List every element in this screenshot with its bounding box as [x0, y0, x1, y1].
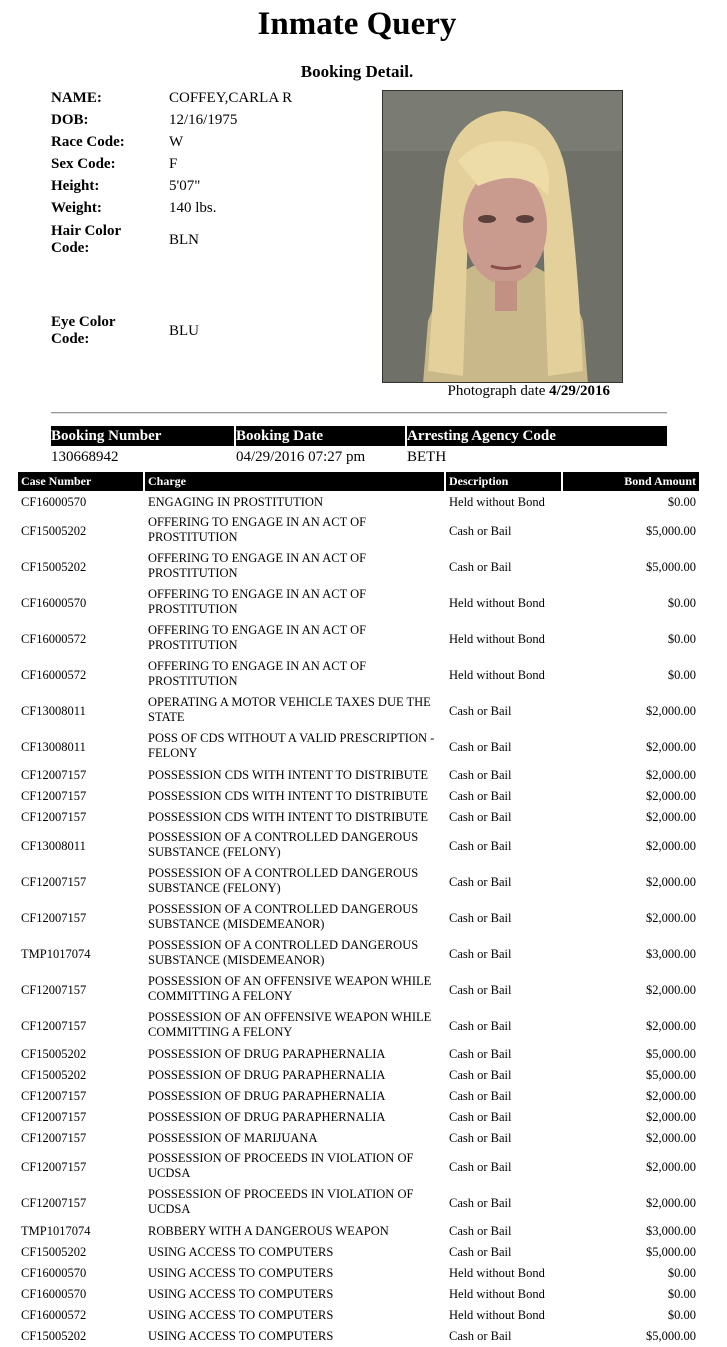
- description-cell: Cash or Bail: [449, 1110, 512, 1124]
- description-cell: Cash or Bail: [449, 789, 512, 803]
- booking-date-header: Booking Date: [236, 426, 405, 446]
- case-number-cell: CF12007157: [21, 1196, 87, 1210]
- bond-amount-cell: $2,000.00: [646, 704, 696, 718]
- description-cell: Cash or Bail: [449, 947, 512, 961]
- case-number-cell: CF16000572: [21, 632, 87, 646]
- table-row: [18, 1086, 699, 1107]
- description-cell: Cash or Bail: [449, 810, 512, 824]
- description-cell: Held without Bond: [449, 1287, 545, 1301]
- case-number-cell: CF15005202: [21, 1329, 87, 1343]
- description-cell: Cash or Bail: [449, 875, 512, 889]
- description-cell: Cash or Bail: [449, 1160, 512, 1174]
- booking-number-header: Booking Number: [51, 426, 234, 446]
- table-row: [18, 657, 699, 693]
- bond-amount-cell: $2,000.00: [646, 810, 696, 824]
- description-cell: Cash or Bail: [449, 1068, 512, 1082]
- description-cell: Cash or Bail: [449, 740, 512, 754]
- bond-amount-cell: $0.00: [667, 1287, 696, 1301]
- table-row: [18, 786, 699, 807]
- table-row: [18, 1149, 699, 1185]
- bond-amount-cell: $5,000.00: [646, 1329, 696, 1343]
- case-number-cell: CF12007157: [21, 810, 87, 824]
- description-cell: Held without Bond: [449, 495, 545, 509]
- charge-cell: POSSESSION CDS WITH INTENT TO DISTRIBUTE: [148, 789, 428, 803]
- bond-amount-cell: $3,000.00: [646, 947, 696, 961]
- divider: [51, 412, 667, 414]
- case-number-cell: CF12007157: [21, 1131, 87, 1145]
- description-cell: Cash or Bail: [449, 1131, 512, 1145]
- case-number-cell: CF15005202: [21, 1245, 87, 1259]
- bond-amount-header: Bond Amount: [563, 472, 699, 491]
- charge-cell: POSSESSION OF AN OFFENSIVE WEAPON WHILE COMMITTING A FELONY: [148, 1010, 432, 1039]
- bond-amount-cell: $5,000.00: [646, 524, 696, 538]
- charge-cell: POSSESSION OF DRUG PARAPHERNALIA: [148, 1089, 386, 1103]
- description-header: Description: [446, 472, 561, 491]
- page-title: Inmate Query: [257, 6, 457, 42]
- photo-date: 4/29/2016: [549, 383, 610, 399]
- bond-amount-cell: $5,000.00: [646, 1068, 696, 1082]
- table-row: [18, 693, 699, 729]
- case-number-cell: CF13008011: [21, 740, 86, 754]
- description-cell: Held without Bond: [449, 1266, 545, 1280]
- photo-caption-prefix: Photograph date: [447, 383, 550, 399]
- case-number-cell: CF12007157: [21, 768, 87, 782]
- table-row: [18, 936, 699, 972]
- charge-cell: POSSESSION OF A CONTROLLED DANGEROUS SUBSTANCE (MISDEMEANOR): [148, 902, 419, 931]
- table-row: [18, 828, 699, 864]
- agency-code-header: Arresting Agency Code: [407, 426, 667, 446]
- charge-cell: USING ACCESS TO COMPUTERS: [148, 1329, 334, 1343]
- table-row: [18, 1263, 699, 1284]
- race-label: Race Code:: [51, 134, 125, 150]
- description-cell: Cash or Bail: [449, 983, 512, 997]
- bond-amount-cell: $3,000.00: [646, 1224, 696, 1238]
- mugshot-image: [383, 91, 623, 383]
- case-number-cell: CF12007157: [21, 1019, 87, 1033]
- case-number-cell: CF12007157: [21, 1089, 87, 1103]
- mugshot-photo: [382, 90, 623, 383]
- case-number-cell: CF12007157: [21, 911, 87, 925]
- case-number-cell: CF16000570: [21, 495, 87, 509]
- case-number-cell: CF12007157: [21, 1160, 87, 1174]
- charge-cell: POSS OF CDS WITHOUT A VALID PRESCRIPTION - FELONY: [148, 731, 435, 760]
- bond-amount-cell: $2,000.00: [646, 789, 696, 803]
- table-row: [18, 513, 699, 549]
- charge-cell: POSSESSION OF DRUG PARAPHERNALIA: [148, 1047, 386, 1061]
- description-cell: Held without Bond: [449, 596, 545, 610]
- description-cell: Cash or Bail: [449, 1245, 512, 1259]
- bond-amount-cell: $0.00: [667, 668, 696, 682]
- case-number-cell: CF12007157: [21, 1110, 87, 1124]
- charge-cell: USING ACCESS TO COMPUTERS: [148, 1308, 334, 1322]
- bond-amount-cell: $2,000.00: [646, 1019, 696, 1033]
- bond-amount-cell: $2,000.00: [646, 875, 696, 889]
- dob-value: 12/16/1975: [169, 112, 238, 128]
- bond-amount-cell: $2,000.00: [646, 1131, 696, 1145]
- bond-amount-cell: $2,000.00: [646, 740, 696, 754]
- case-number-cell: CF12007157: [21, 983, 87, 997]
- sex-label: Sex Code:: [51, 156, 116, 172]
- bond-amount-cell: $2,000.00: [646, 1089, 696, 1103]
- charge-cell: ENGAGING IN PROSTITUTION: [148, 495, 323, 509]
- table-row: [18, 1107, 699, 1128]
- bond-amount-cell: $0.00: [667, 1266, 696, 1280]
- table-row: [18, 1242, 699, 1263]
- table-row: [18, 621, 699, 657]
- charge-cell: POSSESSION OF PROCEEDS IN VIOLATION OF UCDSA: [148, 1187, 414, 1216]
- name-value: COFFEY,CARLA R: [169, 90, 293, 106]
- case-number-cell: CF15005202: [21, 1047, 87, 1061]
- description-cell: Cash or Bail: [449, 560, 512, 574]
- case-number-cell: CF15005202: [21, 560, 87, 574]
- table-row: [18, 807, 699, 828]
- charge-cell: POSSESSION OF MARIJUANA: [148, 1131, 318, 1145]
- charge-cell: POSSESSION OF A CONTROLLED DANGEROUS SUBSTANCE (MISDEMEANOR): [148, 938, 419, 967]
- height-label: Height:: [51, 178, 100, 194]
- bond-amount-cell: $2,000.00: [646, 1196, 696, 1210]
- charge-cell: OFFERING TO ENGAGE IN AN ACT OF PROSTITUTION: [148, 587, 367, 616]
- bond-amount-cell: $2,000.00: [646, 911, 696, 925]
- case-number-cell: CF16000570: [21, 1266, 87, 1280]
- booking-number-value: 130668942: [51, 449, 119, 465]
- charge-cell: USING ACCESS TO COMPUTERS: [148, 1287, 334, 1301]
- description-cell: Cash or Bail: [449, 911, 512, 925]
- table-row: [18, 1128, 699, 1149]
- description-cell: Cash or Bail: [449, 1047, 512, 1061]
- charges-table: [18, 492, 699, 1347]
- case-number-cell: TMP1017074: [21, 1224, 91, 1238]
- description-cell: Cash or Bail: [449, 1224, 512, 1238]
- description-cell: Cash or Bail: [449, 524, 512, 538]
- case-number-header: Case Number: [18, 472, 143, 491]
- name-label: NAME:: [51, 90, 102, 106]
- case-number-cell: CF16000572: [21, 668, 87, 682]
- charge-cell: OPERATING A MOTOR VEHICLE TAXES DUE THE STATE: [148, 695, 431, 724]
- bond-amount-cell: $0.00: [667, 1308, 696, 1322]
- description-cell: Held without Bond: [449, 668, 545, 682]
- description-cell: Cash or Bail: [449, 1196, 512, 1210]
- charge-cell: POSSESSION OF DRUG PARAPHERNALIA: [148, 1068, 386, 1082]
- table-row: [18, 765, 699, 786]
- charge-cell: OFFERING TO ENGAGE IN AN ACT OF PROSTITUTION: [148, 623, 367, 652]
- description-cell: Cash or Bail: [449, 839, 512, 853]
- charge-cell: POSSESSION OF A CONTROLLED DANGEROUS SUBSTANCE (FELONY): [148, 830, 419, 859]
- case-number-cell: CF15005202: [21, 524, 87, 538]
- bond-amount-cell: $5,000.00: [646, 560, 696, 574]
- table-row: [18, 1326, 699, 1347]
- table-row: [18, 585, 699, 621]
- charge-cell: POSSESSION CDS WITH INTENT TO DISTRIBUTE: [148, 768, 428, 782]
- bond-amount-cell: $2,000.00: [646, 768, 696, 782]
- case-number-cell: CF13008011: [21, 704, 86, 718]
- charge-cell: POSSESSION OF DRUG PARAPHERNALIA: [148, 1110, 386, 1124]
- charge-header: Charge: [145, 472, 444, 491]
- bond-amount-cell: $2,000.00: [646, 1110, 696, 1124]
- charge-cell: POSSESSION OF AN OFFENSIVE WEAPON WHILE COMMITTING A FELONY: [148, 974, 432, 1003]
- sex-value: F: [169, 156, 178, 172]
- case-number-cell: CF15005202: [21, 1068, 87, 1082]
- weight-label: Weight:: [51, 200, 102, 216]
- charge-cell: USING ACCESS TO COMPUTERS: [148, 1245, 334, 1259]
- table-row: [18, 1305, 699, 1326]
- charge-cell: POSSESSION CDS WITH INTENT TO DISTRIBUTE: [148, 810, 428, 824]
- charge-cell: OFFERING TO ENGAGE IN AN ACT OF PROSTITUTION: [148, 515, 367, 544]
- description-cell: Cash or Bail: [449, 1089, 512, 1103]
- table-row: [18, 1185, 699, 1221]
- bond-amount-cell: $2,000.00: [646, 983, 696, 997]
- table-row: [18, 1008, 699, 1044]
- eye-label: Eye Color Code:: [51, 314, 116, 347]
- weight-value: 140 lbs.: [169, 200, 217, 216]
- bond-amount-cell: $0.00: [667, 596, 696, 610]
- table-row: [18, 1065, 699, 1086]
- charge-cell: USING ACCESS TO COMPUTERS: [148, 1266, 334, 1280]
- description-cell: Held without Bond: [449, 632, 545, 646]
- description-cell: Held without Bond: [449, 1308, 545, 1322]
- table-row: [18, 1284, 699, 1305]
- description-cell: Cash or Bail: [449, 1019, 512, 1033]
- page-subtitle: Booking Detail.: [300, 62, 414, 81]
- table-row: [18, 972, 699, 1008]
- photo-caption: [382, 383, 610, 400]
- eye-value: BLU: [169, 323, 199, 339]
- description-cell: Cash or Bail: [449, 1329, 512, 1343]
- hair-label: Hair Color Code:: [51, 223, 121, 256]
- table-row: [18, 549, 699, 585]
- booking-date-value: 04/29/2016 07:27 pm: [236, 449, 366, 465]
- hair-value: BLN: [169, 232, 199, 248]
- bond-amount-cell: $5,000.00: [646, 1245, 696, 1259]
- description-cell: Cash or Bail: [449, 704, 512, 718]
- description-cell: Cash or Bail: [449, 768, 512, 782]
- bond-amount-cell: $2,000.00: [646, 839, 696, 853]
- case-number-cell: TMP1017074: [21, 947, 91, 961]
- case-number-cell: CF12007157: [21, 789, 87, 803]
- table-row: [18, 729, 699, 765]
- charge-cell: OFFERING TO ENGAGE IN AN ACT OF PROSTITUTION: [148, 551, 367, 580]
- case-number-cell: CF16000570: [21, 596, 87, 610]
- race-value: W: [169, 134, 184, 150]
- table-row: [18, 1044, 699, 1065]
- bond-amount-cell: $0.00: [667, 632, 696, 646]
- case-number-cell: CF16000570: [21, 1287, 87, 1301]
- table-row: [18, 492, 699, 513]
- case-number-cell: CF12007157: [21, 875, 87, 889]
- bond-amount-cell: $2,000.00: [646, 1160, 696, 1174]
- charge-cell: OFFERING TO ENGAGE IN AN ACT OF PROSTITUTION: [148, 659, 367, 688]
- height-value: 5'07": [169, 178, 201, 194]
- charge-cell: POSSESSION OF A CONTROLLED DANGEROUS SUBSTANCE (FELONY): [148, 866, 419, 895]
- agency-code-value: BETH: [407, 449, 447, 465]
- table-row: [18, 1221, 699, 1242]
- table-row: [18, 864, 699, 900]
- case-number-cell: CF16000572: [21, 1308, 87, 1322]
- charge-cell: POSSESSION OF PROCEEDS IN VIOLATION OF UCDSA: [148, 1151, 414, 1180]
- charge-cell: ROBBERY WITH A DANGEROUS WEAPON: [148, 1224, 389, 1238]
- bond-amount-cell: $5,000.00: [646, 1047, 696, 1061]
- bond-amount-cell: $0.00: [667, 495, 696, 509]
- table-row: [18, 900, 699, 936]
- dob-label: DOB:: [51, 112, 89, 128]
- case-number-cell: CF13008011: [21, 839, 86, 853]
